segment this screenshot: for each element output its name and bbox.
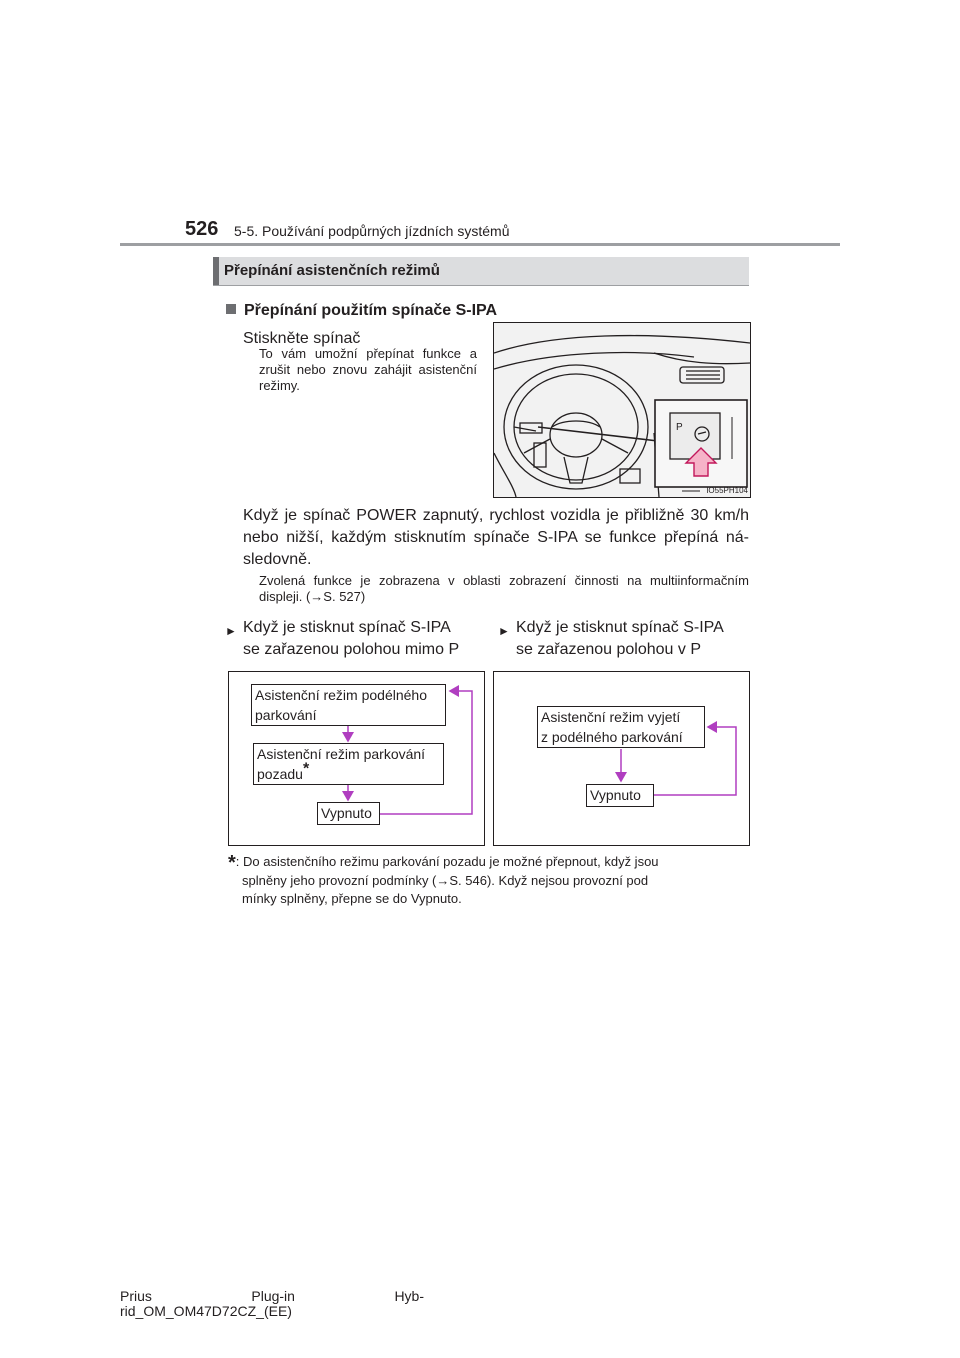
footnote-marker: * — [228, 852, 236, 874]
chapter-title: 5-5. Používání podpůrných jízdních systémů — [234, 223, 510, 239]
subsection-title: Přepínání použitím spínače S-IPA — [244, 302, 498, 319]
mode-label: Asistenční režim parkování — [257, 746, 426, 762]
footnote-line: mínky splněny, přepne se do Vypnuto. — [242, 891, 462, 906]
case-left-heading — [225, 617, 493, 661]
figure-code: IO55PH104 — [706, 486, 748, 495]
footer-word: Hyb- — [394, 1288, 424, 1304]
case-right-line2: se zařazenou polohou v P — [516, 641, 702, 658]
case-right-heading — [498, 617, 766, 661]
section-title: Přepínání asistenčních režimů — [224, 262, 440, 279]
case-left-line2: se zařazenou polohou mimo P — [243, 641, 460, 658]
asterisk-mark: * — [302, 760, 310, 778]
case-left-line1: Když je stisknut spínač S-IPA — [243, 619, 451, 636]
svg-text:P: P — [676, 422, 683, 433]
switch-illustration — [493, 322, 751, 498]
mode-label: Asistenční režim podélného — [255, 687, 427, 703]
footer — [120, 1289, 424, 1319]
page-number: 526 — [185, 218, 219, 240]
mode-diagram — [228, 671, 750, 846]
body-note: Zvolená funkce je zobrazena v oblasti zobrazení činnosti na multiinformačním displeji. (→S. 527) — [259, 573, 749, 604]
footer-word: Plug-in — [251, 1288, 295, 1304]
triangle-bullet-icon: ► — [225, 624, 237, 638]
header-rule — [120, 243, 840, 246]
square-bullet-icon — [226, 304, 236, 314]
subsection-heading — [226, 302, 497, 320]
footnote — [228, 853, 749, 908]
step-text: Stiskněte spínač — [243, 330, 361, 347]
arrow-return-right — [654, 727, 736, 795]
mode-label: Vypnuto — [590, 787, 641, 803]
mode-label: Vypnuto — [321, 805, 372, 821]
section-bar-accent — [213, 257, 219, 285]
footer-word: Prius — [120, 1288, 152, 1304]
footnote-line: : Do asistenčního režimu parkování pozadu je možné přepnout, když jsou — [235, 854, 659, 869]
arrow-return-left — [380, 691, 472, 814]
dashboard-drawing — [494, 323, 750, 497]
triangle-bullet-icon: ► — [498, 624, 510, 638]
case-right-line1: Když je stisknut spínač S-IPA — [516, 619, 724, 636]
section-rule — [213, 285, 749, 286]
body-paragraph: Když je spínač POWER zapnutý, rychlost vozidla je přibližně 30 km/h nebo nižší, každým stisknutím spínače S-IPA se funkce přepíná následovně. — [243, 507, 749, 568]
mode-label: pozadu — [257, 766, 303, 782]
step-note: To vám umožní přepínat funkce a zrušit nebo znovu zahájit asistenční režimy. — [259, 346, 477, 393]
mode-label: parkování — [255, 707, 317, 723]
mode-label: Asistenční režim vyjetí — [541, 709, 681, 725]
cycle-arrows — [228, 671, 750, 846]
footnote-line: splněny jeho provozní podmínky (→S. 546). Když nejsou provozní pod — [242, 873, 649, 888]
footer-doc-code: rid_OM_OM47D72CZ_(EE) — [120, 1303, 292, 1319]
mode-label: z podélného parkování — [541, 729, 683, 745]
